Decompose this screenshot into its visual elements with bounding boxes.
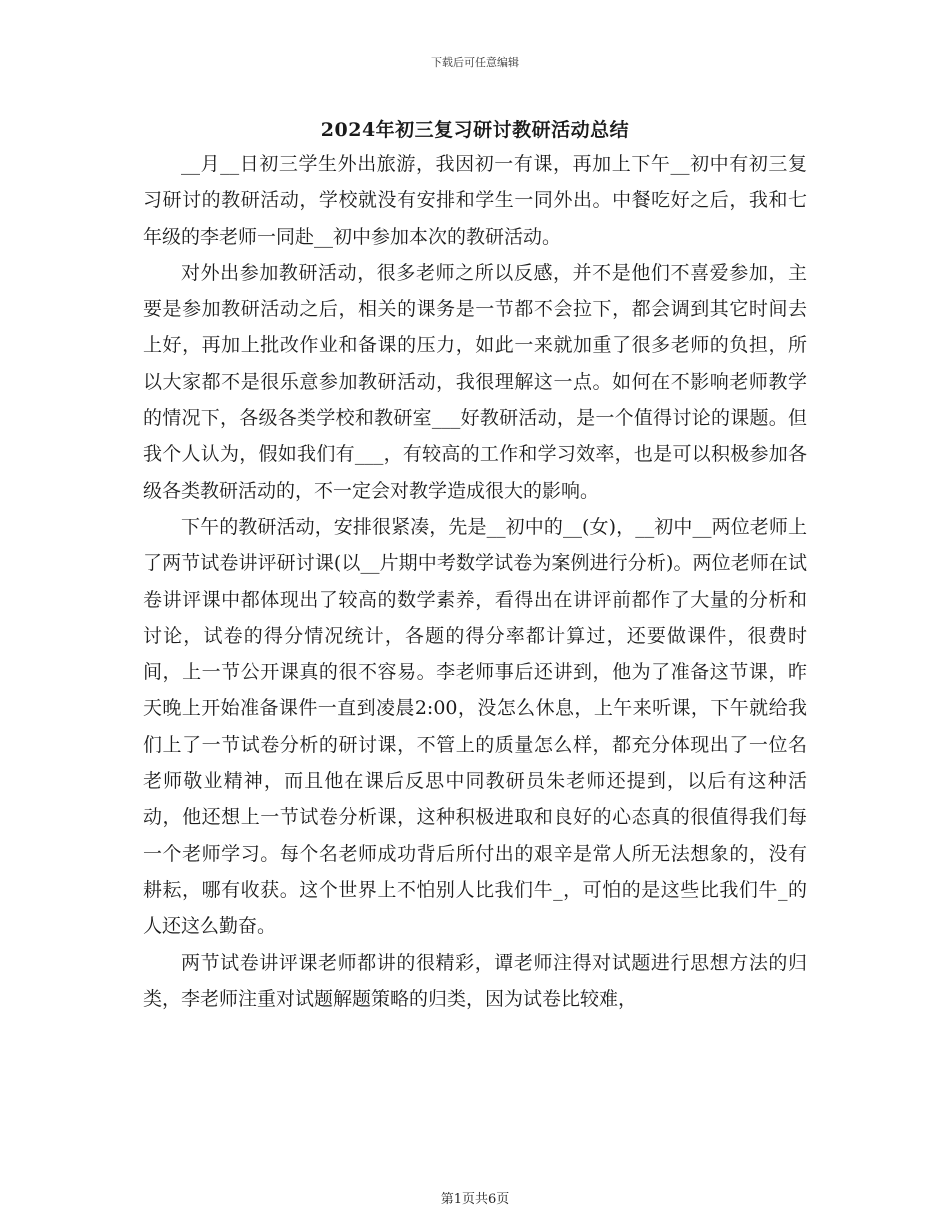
paragraph-3: 下午的教研活动，安排很紧凑，先是__初中的__(女)，__初中__两位老师上了两节试卷讲评研讨课(以__片期中考数学试卷为案例进行分析)。两位老师在试卷讲评课中都体现出了较高的数学素养，看得出在讲评前都作了大量的分析和讨论，试卷的得分情况统计，各题的得分率都计算过，还要做课件，很费时间，上一节公开课真的很不容易。李老师事后还讲到，他为了准备这节课，昨天晚上开始准备课件一直到凌晨2:00，没怎么休息，上午来听课，下午就给我们上了一节试卷分析的研讨课，不管上的质量怎么样，都充分体现出了一位名老师敬业精神，而且他在课后反思中同教研员朱老师还提到，以后有这种活动，他还想上一节试卷分析课，这种积极进取和良好的心态真的很值得我们每一个老师学习。每个名老师成功背后所付出的艰辛是常人所无法想象的，没有耕耘，哪有收获。这个世界上不怕别人比我们牛_，可怕的是这些比我们牛_的人还这么勤奋。 (143, 515, 807, 938)
document-body (143, 146, 807, 1017)
header-note: 下载后可任意编辑 (431, 56, 519, 69)
document-title: 2024年初三复习研讨教研活动总结 (320, 119, 630, 141)
paragraph-1: __月__日初三学生外出旅游，我因初一有课，再加上下午__初中有初三复习研讨的教研活动，学校就没有安排和学生一同外出。中餐吃好之后，我和七年级的李老师一同赴__初中参加本次的教研活动。 (143, 153, 807, 248)
paragraph-4: 两节试卷讲评课老师都讲的很精彩，谭老师注得对试题进行思想方法的归类，李老师注重对试题解题策略的归类，因为试卷比较难， (143, 951, 807, 1010)
paragraph-2: 对外出参加教研活动，很多老师之所以反感，并不是他们不喜爱参加，主要是参加教研活动之后，相关的课务是一节都不会拉下，都会调到其它时间去上好，再加上批改作业和备课的压力，如此一来就加重了很多老师的负担，所以大家都不是很乐意参加教研活动，我很理解这一点。如何在不影响老师教学的情况下，各级各类学校和教研室___好教研活动，是一个值得讨论的课题。但我个人认为，假如我们有___，有较高的工作和学习效率，也是可以积极参加各级各类教研活动的，不一定会对教学造成很大的影响。 (143, 261, 807, 502)
page-footer: 第1页共6页 (440, 1192, 510, 1207)
